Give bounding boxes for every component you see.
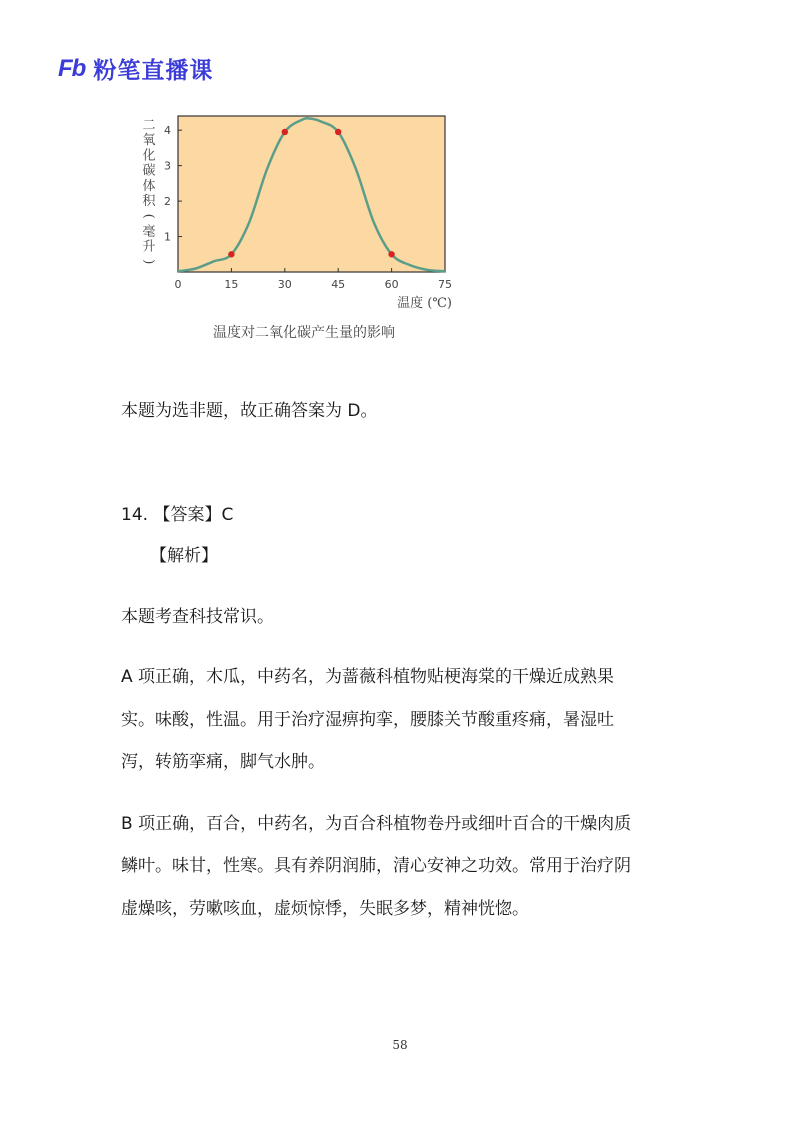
y-label-char: 碳 (142, 163, 156, 179)
y-axis-label (141, 118, 156, 264)
y-tick-label: 1 (164, 230, 171, 244)
q13-conclusion: 本题为选非题，故正确答案为 D。 (121, 401, 378, 421)
x-tick-label: 30 (277, 278, 292, 291)
data-marker (228, 251, 234, 257)
x-tick-label: 75 (438, 278, 452, 291)
option-b-line: 虚燥咳，劳嗽咳血，虚烦惊悸，失眠多梦，精神恍惚。 (121, 899, 529, 919)
chart-title: 温度对二氧化碳产生量的影响 (213, 325, 395, 341)
y-label-char: 毫 (142, 224, 156, 240)
x-tick-label: 15 (224, 278, 239, 291)
page-number: 58 (392, 1038, 408, 1052)
option-a-line: 实。味酸，性温。用于治疗湿痹拘挛，腰膝关节酸重疼痛，暑湿吐 (121, 710, 614, 730)
y-label-char: 二 (142, 118, 156, 133)
x-tick-label: 0 (174, 278, 182, 291)
q14-intro: 本题考查科技常识。 (121, 607, 274, 627)
y-label-char: 化 (142, 148, 156, 164)
option-a-line: 泻，转筋挛痛，脚气水肿。 (121, 752, 325, 772)
brand-logo (58, 52, 213, 85)
option-a-line: A 项正确，木瓜，中药名，为蔷薇科植物贴梗海棠的干燥近成熟果 (121, 667, 615, 687)
logo-mark: Fb (58, 54, 86, 82)
brand-name: 粉笔直播课 (93, 58, 214, 84)
x-tick-label: 45 (331, 278, 346, 291)
x-tick-label: 60 (384, 278, 399, 291)
y-label-char: 升 (142, 239, 156, 255)
x-axis-label: 温度 (℃) (397, 296, 452, 311)
y-tick-label: 2 (164, 195, 171, 209)
option-b-line: B 项正确，百合，中药名，为百合科植物卷丹或细叶百合的干燥肉质 (121, 814, 632, 834)
y-tick-label: 3 (164, 159, 171, 173)
co2-temperature-chart (134, 110, 464, 350)
y-label-char: 氧 (142, 133, 156, 149)
plot-background (178, 116, 445, 272)
y-tick-label: 4 (164, 124, 171, 138)
data-marker (335, 129, 341, 135)
option-b-line: 鳞叶。味甘，性寒。具有养阴润肺，清心安神之功效。常用于治疗阴 (121, 856, 631, 876)
q14-analysis-label: 【解析】 (150, 546, 218, 566)
chart-svg (134, 110, 464, 350)
y-label-char: 积 (142, 194, 156, 209)
y-label-char: ) (141, 259, 156, 265)
data-marker (388, 251, 394, 257)
data-marker (282, 129, 288, 135)
y-label-char: ( (141, 213, 156, 219)
y-label-char: 体 (142, 178, 156, 194)
q14-answer: 14. 【答案】C (121, 505, 234, 525)
